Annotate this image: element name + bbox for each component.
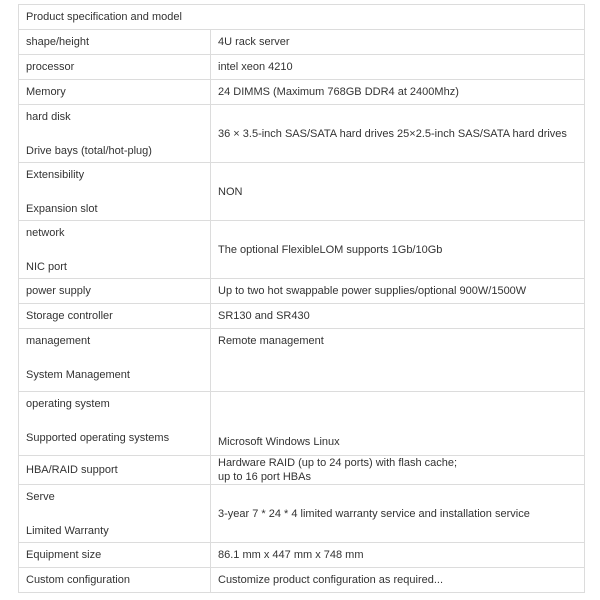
spec-sublabel: System Management: [26, 369, 130, 381]
table-row: [19, 304, 585, 329]
spec-label-cell: [19, 279, 211, 304]
spec-value-cell: [211, 568, 585, 593]
spec-label-cell: [19, 329, 211, 392]
spec-value: SR130 and SR430: [218, 310, 310, 322]
table-row: [19, 221, 585, 279]
spec-value-cell: [211, 485, 585, 543]
table-row: [19, 568, 585, 593]
spec-label-cell: [19, 105, 211, 163]
spec-value: 86.1 mm x 447 mm x 748 mm: [218, 549, 364, 561]
spec-value: 4U rack server: [218, 36, 290, 48]
spec-table-body: [19, 5, 585, 593]
table-row: [19, 279, 585, 304]
spec-value-cell: [211, 221, 585, 279]
spec-label-cell: [19, 485, 211, 543]
spec-label-cell: [19, 543, 211, 568]
spec-table: [18, 4, 585, 593]
table-row: [19, 543, 585, 568]
spec-label-cell: [19, 163, 211, 221]
spec-value: 3-year 7 * 24 * 4 limited warranty service and installation service: [218, 507, 530, 520]
spec-value: intel xeon 4210: [218, 61, 293, 73]
spec-sublabel: Supported operating systems: [26, 432, 170, 444]
spec-value-cell: [211, 105, 585, 163]
table-title-row: [19, 5, 585, 30]
spec-value: 24 DIMMS (Maximum 768GB DDR4 at 2400Mhz): [218, 86, 459, 98]
spec-sublabel: NIC port: [26, 261, 67, 273]
spec-value-cell: [211, 55, 585, 80]
spec-value-cell: [211, 543, 585, 568]
spec-label-cell: [19, 568, 211, 593]
table-row: [19, 105, 585, 163]
spec-label-cell: [19, 30, 211, 55]
table-row: [19, 55, 585, 80]
spec-label-cell: [19, 304, 211, 329]
spec-label: operating system: [26, 398, 110, 410]
spec-label: Serve: [26, 491, 55, 503]
spec-value: Remote management: [218, 335, 324, 347]
spec-value: Hardware RAID (up to 24 ports) with flash cache;: [218, 457, 458, 469]
spec-value: The optional FlexibleLOM supports 1Gb/10Gb: [218, 243, 443, 256]
spec-label: management: [26, 335, 91, 347]
table-row: [19, 456, 585, 485]
spec-label: network: [26, 227, 65, 239]
spec-value-cell: [211, 163, 585, 221]
spec-label-cell: [19, 456, 211, 485]
spec-label: Equipment size: [26, 549, 102, 561]
spec-label-cell: [19, 80, 211, 105]
spec-value-cell: [211, 30, 585, 55]
spec-label: hard disk: [26, 111, 71, 123]
spec-label: Custom configuration: [26, 574, 130, 586]
spec-label: processor: [26, 61, 75, 73]
table-row: [19, 80, 585, 105]
spec-label: shape/height: [26, 36, 89, 48]
spec-value: Microsoft Windows Linux: [218, 436, 340, 448]
spec-label-cell: [19, 392, 211, 456]
spec-value: Up to two hot swappable power supplies/optional 900W/1500W: [218, 285, 527, 297]
spec-label: Extensibility: [26, 169, 85, 181]
spec-value: up to 16 port HBAs: [218, 471, 311, 483]
table-title: Product specification and model: [19, 5, 585, 30]
spec-value: Customize product configuration as required...: [218, 574, 444, 586]
spec-sublabel: Drive bays (total/hot-plug): [26, 145, 152, 157]
spec-value-cell: [211, 279, 585, 304]
spec-value: NON: [218, 185, 243, 198]
spec-label: HBA/RAID support: [26, 464, 118, 476]
spec-label: Storage controller: [26, 310, 113, 322]
spec-label-cell: [19, 221, 211, 279]
spec-sublabel: Expansion slot: [26, 203, 98, 215]
table-row: [19, 485, 585, 543]
spec-label-cell: [19, 55, 211, 80]
table-row: [19, 392, 585, 456]
table-row: [19, 163, 585, 221]
spec-value-cell: [211, 329, 585, 392]
spec-value-cell: [211, 80, 585, 105]
spec-value: 36 × 3.5-inch SAS/SATA hard drives 25×2.5-inch SAS/SATA hard drives: [218, 127, 567, 140]
spec-value-cell: [211, 304, 585, 329]
spec-label: power supply: [26, 285, 91, 297]
spec-sublabel: Limited Warranty: [26, 525, 109, 537]
table-row: [19, 329, 585, 392]
spec-value-cell: [211, 392, 585, 456]
spec-label: Memory: [26, 86, 66, 98]
table-row: [19, 30, 585, 55]
spec-value-cell: [211, 456, 585, 485]
